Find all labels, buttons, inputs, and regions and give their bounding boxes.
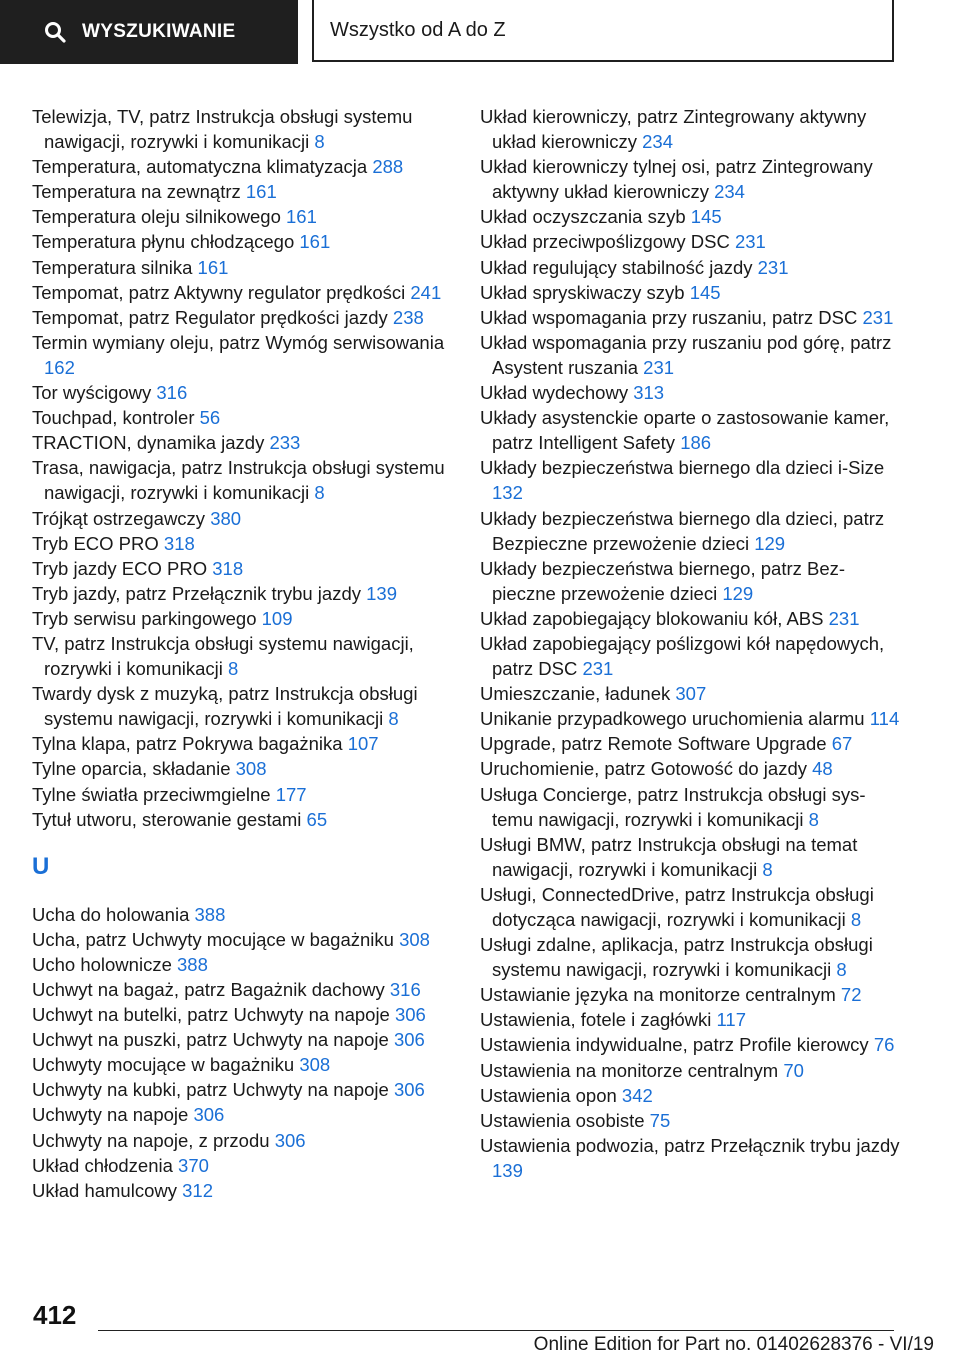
- page-link[interactable]: 388: [177, 953, 208, 975]
- index-entry: [32, 1077, 462, 1102]
- index-entry: [32, 506, 462, 531]
- entry-text: Tempomat, patrz Regulator prędkości jazdy: [32, 306, 388, 328]
- entry-text: Trasa, nawigacja, patrz Instrukcja obsługi systemu nawigacji, rozrywki i komunikacji: [32, 457, 445, 504]
- entry-text: Temperatura płynu chłodzącego: [32, 231, 295, 253]
- page-link[interactable]: 162: [44, 356, 75, 378]
- index-entry: [32, 902, 462, 927]
- index-entry: [32, 305, 462, 330]
- entry-text: Układ zapobiegający poślizgowi kół napędowych, patrz DSC: [480, 632, 885, 680]
- entry-text: Układy asystenckie oparte o zastosowanie kamer, patrz Intelligent Safety: [480, 407, 890, 454]
- index-entry: [32, 1002, 462, 1027]
- page-link[interactable]: 316: [389, 979, 421, 1000]
- entry-text: Ucha, patrz Uchwyty mocujące w bagażniku: [32, 928, 394, 950]
- page-link[interactable]: 70: [783, 1059, 804, 1081]
- index-entry: [32, 280, 462, 305]
- entry-text: Układy bezpieczeństwa biernego, patrz Bezpieczne przewożenie dzieci: [480, 557, 846, 604]
- index-entry: [480, 1133, 900, 1183]
- entry-text: Układ wydechowy: [480, 382, 629, 404]
- entry-text: Tylne światła przeciwmgielne: [32, 783, 271, 805]
- entry-text: Uchwyty na napoje: [32, 1104, 189, 1126]
- breadcrumb-label: Wszystko od A do Z: [330, 18, 506, 41]
- index-entry: [32, 1027, 462, 1052]
- index-entry: [32, 330, 462, 380]
- entry-text: Układ zapobiegający blokowaniu kół, ABS: [480, 607, 824, 629]
- page-link[interactable]: 8: [808, 808, 819, 830]
- page-link[interactable]: 306: [393, 1079, 425, 1101]
- entry-text: Układ chłodzenia: [32, 1154, 173, 1176]
- page-link[interactable]: 107: [347, 733, 379, 755]
- index-entry: [32, 731, 462, 756]
- page-link[interactable]: 306: [394, 1004, 426, 1026]
- page-link[interactable]: 132: [492, 482, 523, 504]
- index-entry: [32, 430, 462, 455]
- search-button[interactable]: [0, 0, 298, 64]
- page-link[interactable]: 161: [197, 256, 229, 278]
- entry-text: Ustawienia, fotele i zagłówki: [480, 1009, 712, 1031]
- index-entry: [32, 782, 462, 807]
- entry-text: Ustawianie języka na monitorze centralnym: [480, 984, 836, 1006]
- index-entry: [480, 104, 900, 154]
- page-link[interactable]: 238: [392, 306, 424, 328]
- page-link[interactable]: 388: [194, 903, 226, 925]
- page-link[interactable]: 65: [306, 808, 328, 830]
- index-entry: [32, 1102, 462, 1127]
- entry-text: TRACTION, dynamika jazdy: [32, 432, 265, 454]
- index-entry: [480, 204, 900, 229]
- entry-text: Ustawienia podwozia, patrz Przełącznik trybu jazdy: [480, 1134, 900, 1156]
- index-entry: [480, 506, 900, 556]
- page-link[interactable]: 233: [269, 432, 301, 454]
- entry-text: Usługi, ConnectedDrive, patrz Instrukcja obsługi dotycząca nawigacji, rozrywki i komunikacji: [480, 883, 874, 930]
- page-link[interactable]: 306: [193, 1104, 225, 1126]
- page-link[interactable]: 145: [690, 206, 722, 228]
- page-link[interactable]: 231: [757, 256, 789, 278]
- entry-text: Twardy dysk z muzyką, patrz Instrukcja obsługi systemu nawigacji, rozrywki i komunikacji: [32, 683, 418, 730]
- index-entry: [480, 706, 900, 731]
- page-link[interactable]: 8: [850, 909, 862, 930]
- index-entry: [32, 1052, 462, 1077]
- index-entry: [480, 606, 900, 631]
- index-entry: [480, 782, 900, 832]
- index-entry: [480, 330, 900, 380]
- entry-text: Upgrade, patrz Remote Software Upgrade: [480, 733, 827, 755]
- index-entry: [480, 255, 900, 280]
- index-entry: [32, 380, 462, 405]
- entry-text: Ucho holownicze: [32, 953, 172, 975]
- entry-text: Unikanie przypadkowego uruchomienia alarmu: [480, 708, 865, 730]
- index-entry: [32, 631, 462, 681]
- index-entry: [480, 1083, 900, 1108]
- entry-text: Uchwyt na butelki, patrz Uchwyty na napoje: [32, 1004, 390, 1026]
- index-group-u: [32, 902, 462, 1203]
- page-link[interactable]: 288: [372, 156, 404, 178]
- entry-text: TV, patrz Instrukcja obsługi systemu nawigacji, rozrywki i komunikacji: [32, 632, 414, 680]
- page-link[interactable]: 109: [261, 607, 293, 629]
- page-link[interactable]: 114: [869, 708, 900, 730]
- index-entry: [32, 756, 462, 781]
- page-link[interactable]: 307: [675, 683, 707, 705]
- entry-text: Temperatura oleju silnikowego: [32, 206, 281, 228]
- entry-text: Temperatura na zewnątrz: [32, 181, 241, 203]
- page-link[interactable]: 316: [156, 382, 188, 404]
- index-entry: [480, 832, 900, 882]
- page-link[interactable]: 129: [722, 582, 754, 604]
- entry-text: Temperatura, automatyczna klimatyzacja: [32, 156, 368, 178]
- index-entry: [32, 927, 462, 952]
- index-entry: [32, 977, 462, 1002]
- index-entry: [480, 455, 900, 505]
- entry-text: Usługi BMW, patrz Instrukcja obsługi na temat nawigacji, rozrywki i komunikacji: [480, 833, 858, 880]
- index-entry: [480, 1032, 900, 1057]
- page-link[interactable]: 161: [245, 181, 277, 203]
- index-entry: [480, 280, 900, 305]
- breadcrumb[interactable]: [312, 0, 894, 62]
- page-link[interactable]: 312: [182, 1179, 213, 1201]
- entry-text: Ustawienia osobiste: [480, 1109, 645, 1131]
- index-entry: [32, 531, 462, 556]
- index-entry: [480, 982, 900, 1007]
- index-entry: [32, 405, 462, 430]
- entry-text: Trójkąt ostrzegawczy: [32, 507, 206, 529]
- index-entry: [32, 179, 462, 204]
- index-entry: [32, 952, 462, 977]
- entry-text: Układ kierowniczy, patrz Zintegrowany aktywny układ kierowniczy: [480, 106, 867, 153]
- page-link[interactable]: 231: [643, 356, 675, 378]
- entry-text: Tylna klapa, patrz Pokrywa bagażnika: [32, 733, 343, 755]
- index-group-u-continued: [480, 104, 900, 1183]
- top-navigation: [0, 0, 960, 66]
- index-entry: [480, 154, 900, 204]
- page-link[interactable]: 186: [680, 432, 712, 454]
- page-link[interactable]: 231: [828, 607, 860, 629]
- page-link[interactable]: 75: [649, 1109, 671, 1131]
- entry-text: Tylne oparcia, składanie: [32, 758, 231, 780]
- index-entry: [480, 932, 900, 982]
- page-link[interactable]: 308: [299, 1054, 331, 1076]
- index-entry: [32, 1153, 462, 1178]
- page-link[interactable]: 72: [840, 984, 862, 1006]
- page-link[interactable]: 161: [286, 206, 317, 228]
- index-entry: [32, 255, 462, 280]
- entry-text: Układ wspomagania przy ruszaniu, patrz DSC: [480, 306, 858, 328]
- entry-text: Telewizja, TV, patrz Instrukcja obsługi systemu nawigacji, rozrywki i komunikacji: [32, 106, 413, 153]
- page-link[interactable]: 231: [734, 231, 766, 253]
- page-link[interactable]: 234: [642, 131, 673, 153]
- page-link[interactable]: 48: [812, 758, 833, 780]
- entry-text: Tytuł utworu, sterowanie gestami: [32, 808, 302, 830]
- page-link[interactable]: 8: [762, 858, 773, 880]
- footer-divider: [98, 1330, 894, 1331]
- entry-text: Ustawienia indywidualne, patrz Profile kierowcy: [480, 1034, 869, 1056]
- index-entry: [480, 1108, 900, 1133]
- page-link[interactable]: 8: [314, 482, 325, 504]
- entry-text: Tempomat, patrz Aktywny regulator prędkości: [32, 281, 406, 303]
- page-link[interactable]: 380: [210, 507, 242, 529]
- index-entry: [480, 756, 900, 781]
- page-link[interactable]: 318: [212, 557, 244, 579]
- entry-text: Ustawienia na monitorze centralnym: [480, 1059, 779, 1081]
- entry-text: Tryb serwisu parkingowego: [32, 607, 257, 629]
- index-entry: [480, 380, 900, 405]
- page-link[interactable]: 313: [633, 382, 665, 404]
- entry-text: Uchwyty na kubki, patrz Uchwyty na napoje: [32, 1079, 389, 1101]
- page-link[interactable]: 161: [299, 231, 331, 253]
- entry-text: Układ hamulcowy: [32, 1179, 177, 1201]
- section-letter: U: [32, 852, 50, 880]
- page-link[interactable]: 318: [163, 532, 195, 554]
- index-entry: [480, 305, 900, 330]
- entry-text: Tryb jazdy ECO PRO: [32, 557, 208, 579]
- entry-text: Uchwyt na puszki, patrz Uchwyty na napoje: [32, 1029, 389, 1051]
- search-icon: [44, 21, 66, 43]
- index-entry: [32, 556, 462, 581]
- index-column-left: [32, 104, 462, 1203]
- page-link[interactable]: 67: [831, 733, 853, 755]
- index-entry: [32, 104, 462, 154]
- index-entry: [480, 731, 900, 756]
- page-link[interactable]: 177: [275, 783, 307, 805]
- page-link[interactable]: 129: [754, 532, 786, 554]
- index-entry: [32, 229, 462, 254]
- entry-text: Umieszczanie, ładunek: [480, 683, 671, 705]
- entry-text: Tryb jazdy, patrz Przełącznik trybu jazdy: [32, 582, 361, 604]
- entry-text: Tryb ECO PRO: [32, 532, 159, 554]
- page-link[interactable]: 8: [314, 131, 325, 153]
- page-link[interactable]: 56: [199, 407, 221, 429]
- index-entry: [32, 1178, 462, 1203]
- index-column-right: [480, 104, 900, 1183]
- page-link[interactable]: 139: [492, 1159, 523, 1181]
- page-link[interactable]: 76: [873, 1034, 895, 1056]
- entry-text: Uruchomienie, patrz Gotowość do jazdy: [480, 758, 807, 780]
- index-entry: [480, 1007, 900, 1032]
- page-link[interactable]: 342: [621, 1084, 653, 1106]
- entry-text: Tor wyścigowy: [32, 382, 152, 404]
- entry-text: Temperatura silnika: [32, 256, 193, 278]
- index-entry: [32, 154, 462, 179]
- entry-text: Touchpad, kontroler: [32, 407, 195, 429]
- page-link[interactable]: 231: [862, 306, 894, 328]
- page-link[interactable]: 231: [582, 658, 614, 680]
- page-link[interactable]: 145: [689, 281, 721, 303]
- index-entry: [32, 204, 462, 229]
- index-entry: [480, 681, 900, 706]
- entry-text: Układ przeciwpoślizgowy DSC: [480, 231, 730, 253]
- index-entry: [32, 1128, 462, 1153]
- page-link[interactable]: 308: [235, 758, 267, 780]
- entry-text: Termin wymiany oleju, patrz Wymóg serwisowania: [32, 331, 445, 353]
- index-entry: [480, 405, 900, 455]
- page-link[interactable]: 8: [836, 959, 847, 981]
- page-link[interactable]: 139: [366, 582, 398, 604]
- page-link[interactable]: 8: [228, 658, 239, 680]
- search-button-label: WYSZUKIWANIE: [82, 21, 236, 42]
- index-entry: [32, 606, 462, 631]
- index-entry: [32, 581, 462, 606]
- index-entry: [480, 229, 900, 254]
- index-entry: [480, 556, 900, 606]
- entry-text: Układ regulujący stabilność jazdy: [480, 256, 753, 278]
- entry-text: Układ wspomagania przy ruszaniu pod górę, patrz Asystent ruszania: [480, 331, 892, 378]
- page-link[interactable]: 306: [274, 1129, 306, 1151]
- entry-text: Usługi zdalne, aplikacja, patrz Instrukcja obsługi systemu nawigacji, rozrywki i komunikacji: [480, 934, 873, 981]
- entry-text: Uchwyt na bagaż, patrz Bagażnik dachowy: [32, 979, 385, 1000]
- page-link[interactable]: 306: [393, 1029, 425, 1051]
- entry-text: Układy bezpieczeństwa biernego dla dzieci, patrz Bezpieczne przewożenie dzieci: [480, 507, 885, 554]
- entry-text: Ustawienia opon: [480, 1084, 617, 1106]
- page-link[interactable]: 370: [178, 1154, 209, 1176]
- entry-text: Uchwyty na napoje, z przodu: [32, 1129, 270, 1151]
- index-entry: [32, 455, 462, 505]
- index-entry: [32, 681, 462, 731]
- index-entry: [480, 631, 900, 681]
- entry-text: Usługa Concierge, patrz Instrukcja obsługi systemu nawigacji, rozrywki i komunikacji: [480, 783, 866, 830]
- entry-text: Układ spryskiwaczy szyb: [480, 281, 685, 303]
- entry-text: Układy bezpieczeństwa biernego dla dzieci i-Size: [480, 457, 885, 479]
- page-link[interactable]: 8: [388, 708, 399, 730]
- page-link[interactable]: 241: [410, 281, 442, 303]
- footer-edition: Online Edition for Part no. 01402628376 - VI/19: [533, 1334, 934, 1355]
- page-number: 412: [33, 1300, 77, 1330]
- entry-text: Uchwyty mocujące w bagażniku: [32, 1054, 295, 1076]
- page-link[interactable]: 308: [399, 928, 430, 950]
- page-link[interactable]: 117: [716, 1009, 746, 1031]
- index-entry: [480, 882, 900, 932]
- page-link[interactable]: 234: [714, 181, 745, 203]
- index-entry: [32, 807, 462, 832]
- index-group-t: [32, 104, 462, 832]
- index-entry: [480, 1058, 900, 1083]
- entry-text: Układ oczyszczania szyb: [480, 206, 686, 228]
- entry-text: Ucha do holowania: [32, 903, 190, 925]
- entry-text: Układ kierowniczy tylnej osi, patrz Zintegrowany aktywny układ kierowniczy: [480, 156, 873, 203]
